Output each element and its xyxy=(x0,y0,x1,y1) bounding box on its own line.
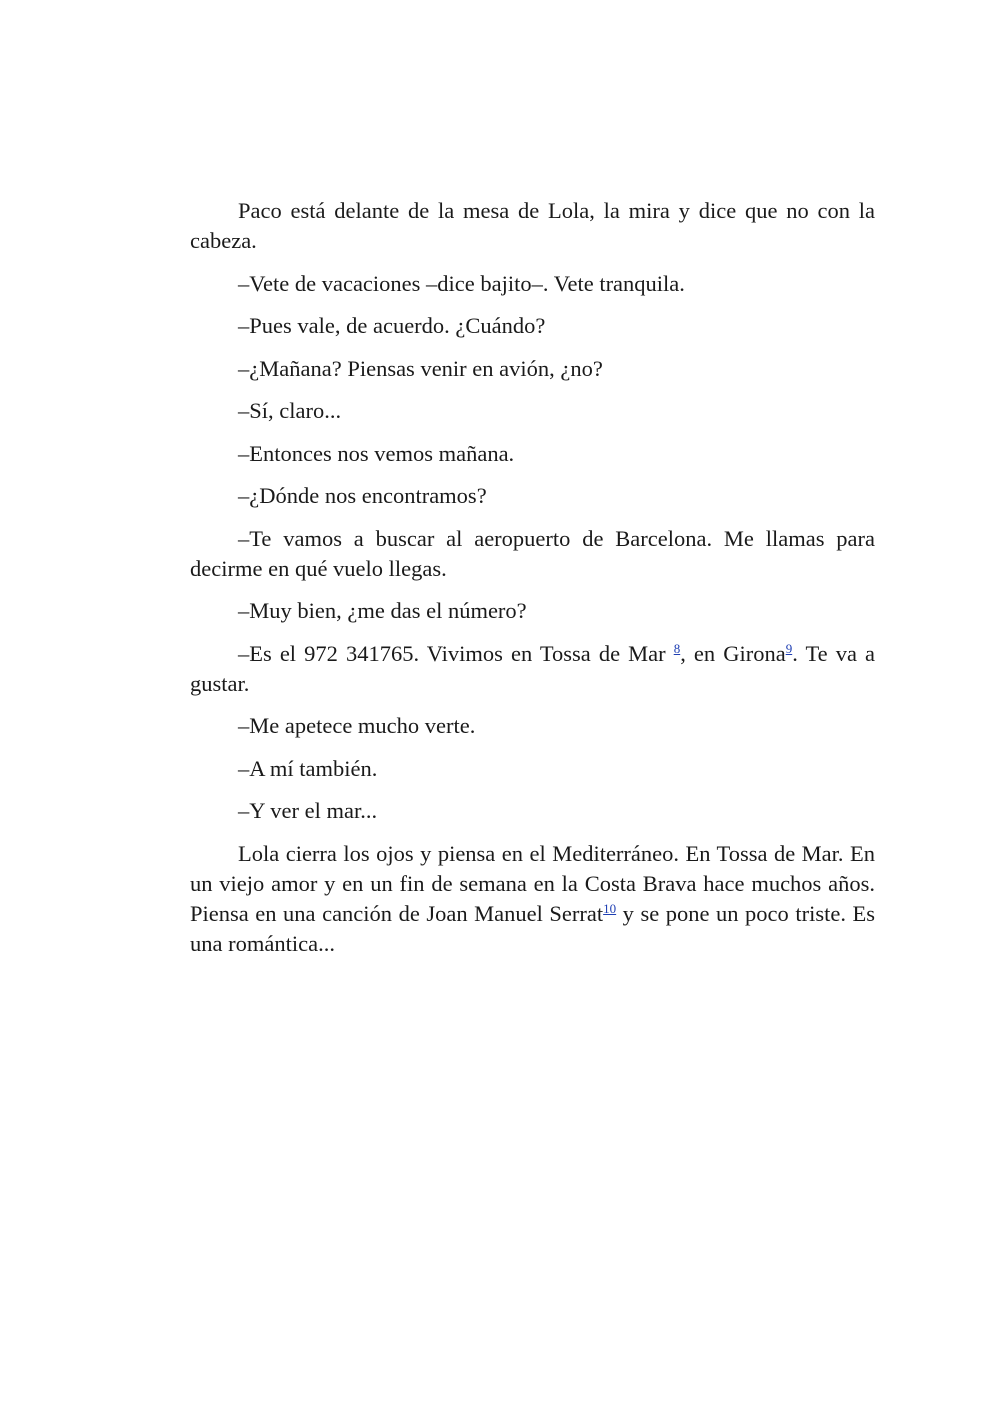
paragraph-text: –Vete de vacaciones –dice bajito–. Vete tranquila. xyxy=(238,270,685,296)
paragraph-text: Paco está delante de la mesa de Lola, la mira y dice que no con la cabeza. xyxy=(190,198,875,253)
footnote-link[interactable]: 8 xyxy=(673,640,681,656)
paragraph xyxy=(190,796,875,826)
paragraph xyxy=(190,311,875,341)
paragraph-text: . Te va a gustar. xyxy=(190,640,875,696)
paragraph-text: –Sí, claro... xyxy=(238,398,342,423)
footnote-link[interactable]: 10 xyxy=(603,900,617,916)
paragraph xyxy=(190,754,875,784)
paragraph-text: –Es el 972 341765. Vivimos en Tossa de Mar xyxy=(238,640,674,666)
paragraph-text: –Y ver el mar... xyxy=(238,798,378,823)
paragraph-text: –A mí también. xyxy=(238,755,378,781)
paragraph xyxy=(190,639,875,699)
paragraph xyxy=(190,711,875,741)
paragraph-text: , en Girona xyxy=(680,640,786,666)
paragraph xyxy=(190,439,875,469)
paragraph-text: Lola cierra los ojos y piensa en el Mediterráneo. En Tossa de Mar. En un viejo amor y en un fin de semana en la Costa Brava hace muchos años. Piensa en una canción de Joan Manuel Serrat xyxy=(190,840,875,926)
paragraph xyxy=(190,839,875,959)
paragraph-text: –¿Dónde nos encontramos? xyxy=(238,483,487,508)
paragraph-text: y se pone un poco triste. Es una romántica... xyxy=(190,900,875,956)
text-body xyxy=(190,196,875,971)
paragraph xyxy=(190,524,875,584)
paragraph xyxy=(190,196,875,256)
paragraph-text: –¿Mañana? Piensas venir en avión, ¿no? xyxy=(238,355,603,381)
paragraph xyxy=(190,269,875,299)
paragraph-text: –Te vamos a buscar al aeropuerto de Barcelona. Me llamas para decirme en qué vuelo llegas. xyxy=(190,525,875,581)
paragraph-text: –Me apetece mucho verte. xyxy=(238,713,476,738)
paragraph-text: –Pues vale, de acuerdo. ¿Cuándo? xyxy=(238,313,546,338)
paragraph xyxy=(190,396,875,426)
paragraph-text: –Entonces nos vemos mañana. xyxy=(238,440,515,466)
paragraph xyxy=(190,481,875,511)
paragraph-text: –Muy bien, ¿me das el número? xyxy=(238,598,527,623)
paragraph xyxy=(190,596,875,626)
paragraph xyxy=(190,354,875,384)
footnote-link[interactable]: 9 xyxy=(785,640,793,656)
